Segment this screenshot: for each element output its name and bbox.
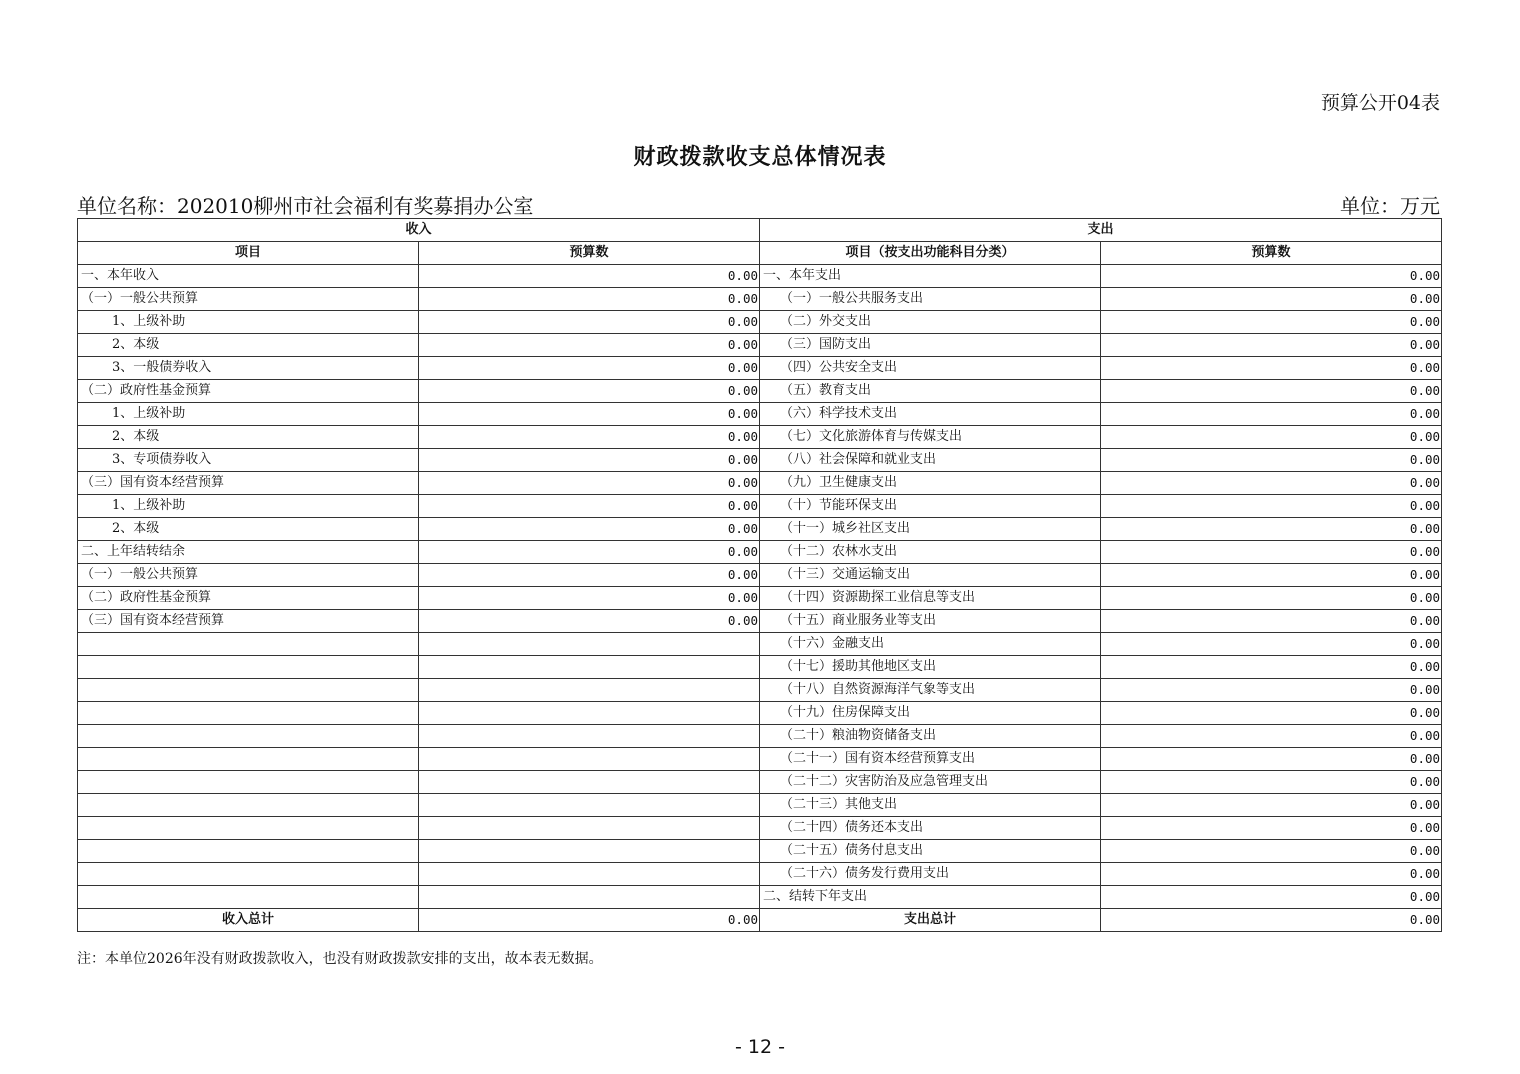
table-row — [78, 702, 1442, 725]
income-budget-cell — [419, 725, 760, 748]
expense-budget-cell: 0.00 — [1101, 725, 1442, 748]
expense-budget-cell: 0.00 — [1101, 794, 1442, 817]
expense-budget-cell: 0.00 — [1101, 610, 1442, 633]
income-budget-cell: 0.00 — [419, 426, 760, 449]
income-budget-cell — [419, 702, 760, 725]
expense-item-cell: （九）卫生健康支出 — [760, 472, 1101, 495]
income-item-cell — [78, 817, 419, 840]
income-item-cell — [78, 702, 419, 725]
expense-item-cell: （二十三）其他支出 — [760, 794, 1101, 817]
income-item-cell — [78, 748, 419, 771]
table-row — [78, 357, 1442, 380]
expense-item-cell: （三）国防支出 — [760, 334, 1101, 357]
expense-budget-cell: 0.00 — [1101, 656, 1442, 679]
income-item-cell — [78, 633, 419, 656]
unit-name: 单位名称：202010柳州市社会福利有奖募捐办公室 — [77, 194, 534, 218]
expense-budget-cell: 0.00 — [1101, 334, 1442, 357]
income-budget-cell: 0.00 — [419, 311, 760, 334]
income-budget-cell: 0.00 — [419, 495, 760, 518]
expense-budget-cell: 0.00 — [1101, 771, 1442, 794]
income-budget-cell: 0.00 — [419, 610, 760, 633]
unit-label: 单位：万元 — [1340, 194, 1440, 218]
expense-budget-cell: 0.00 — [1101, 702, 1442, 725]
income-item-cell — [78, 886, 419, 909]
header-row-columns — [78, 242, 1442, 265]
income-budget-cell — [419, 633, 760, 656]
income-item-cell — [78, 863, 419, 886]
income-total-value: 0.00 — [419, 909, 760, 932]
income-item-cell: （一）一般公共预算 — [78, 288, 419, 311]
table-row — [78, 265, 1442, 288]
col-income-budget: 预算数 — [419, 242, 760, 265]
expense-item-cell: （十四）资源勘探工业信息等支出 — [760, 587, 1101, 610]
expense-budget-cell: 0.00 — [1101, 449, 1442, 472]
table-row — [78, 725, 1442, 748]
income-budget-cell: 0.00 — [419, 265, 760, 288]
table-row — [78, 587, 1442, 610]
income-budget-cell: 0.00 — [419, 334, 760, 357]
income-budget-cell: 0.00 — [419, 357, 760, 380]
unit-row — [77, 190, 1440, 218]
expense-budget-cell: 0.00 — [1101, 288, 1442, 311]
table-row — [78, 403, 1442, 426]
expense-budget-cell: 0.00 — [1101, 403, 1442, 426]
expense-item-cell: （十三）交通运输支出 — [760, 564, 1101, 587]
table-row — [78, 334, 1442, 357]
expense-item-cell: （十七）援助其他地区支出 — [760, 656, 1101, 679]
table-row — [78, 288, 1442, 311]
expense-budget-cell: 0.00 — [1101, 518, 1442, 541]
totals-row — [78, 909, 1442, 932]
col-income-item: 项目 — [78, 242, 419, 265]
table-row — [78, 541, 1442, 564]
income-budget-cell: 0.00 — [419, 288, 760, 311]
table-row — [78, 633, 1442, 656]
income-budget-cell — [419, 817, 760, 840]
income-item-cell: （三）国有资本经营预算 — [78, 472, 419, 495]
income-budget-cell: 0.00 — [419, 472, 760, 495]
expense-item-cell: （六）科学技术支出 — [760, 403, 1101, 426]
income-item-cell — [78, 771, 419, 794]
expense-budget-cell: 0.00 — [1101, 472, 1442, 495]
income-item-cell: 1、上级补助 — [78, 311, 419, 334]
income-total-label: 收入总计 — [78, 909, 419, 932]
income-item-cell: 2、本级 — [78, 426, 419, 449]
table-row — [78, 771, 1442, 794]
income-item-cell: 2、本级 — [78, 334, 419, 357]
form-number: 预算公开04表 — [1320, 92, 1440, 114]
expense-item-cell: （十二）农林水支出 — [760, 541, 1101, 564]
expense-item-cell: （二十一）国有资本经营预算支出 — [760, 748, 1101, 771]
expense-budget-cell: 0.00 — [1101, 265, 1442, 288]
table-row — [78, 679, 1442, 702]
table-row — [78, 426, 1442, 449]
expense-item-cell: （二十四）债务还本支出 — [760, 817, 1101, 840]
expense-item-cell: （五）教育支出 — [760, 380, 1101, 403]
table-row — [78, 449, 1442, 472]
income-item-cell: 2、本级 — [78, 518, 419, 541]
income-item-cell: 3、一般债券收入 — [78, 357, 419, 380]
table-row — [78, 380, 1442, 403]
expense-budget-cell: 0.00 — [1101, 840, 1442, 863]
col-expense-item: 项目（按支出功能科目分类） — [760, 242, 1101, 265]
table-row — [78, 748, 1442, 771]
expense-budget-cell: 0.00 — [1101, 679, 1442, 702]
income-item-cell: 1、上级补助 — [78, 403, 419, 426]
income-item-cell: 一、本年收入 — [78, 265, 419, 288]
expense-budget-cell: 0.00 — [1101, 863, 1442, 886]
page-title: 财政拨款收支总体情况表 — [633, 144, 887, 170]
expense-item-cell: （八）社会保障和就业支出 — [760, 449, 1101, 472]
expense-budget-cell: 0.00 — [1101, 495, 1442, 518]
expense-item-cell: （二十）粮油物资储备支出 — [760, 725, 1101, 748]
expense-budget-cell: 0.00 — [1101, 587, 1442, 610]
col-expense-budget: 预算数 — [1101, 242, 1442, 265]
expense-item-cell: （十）节能环保支出 — [760, 495, 1101, 518]
expense-item-cell: 二、结转下年支出 — [760, 886, 1101, 909]
income-item-cell — [78, 656, 419, 679]
expense-budget-cell: 0.00 — [1101, 633, 1442, 656]
table-row — [78, 794, 1442, 817]
expense-item-cell: （十八）自然资源海洋气象等支出 — [760, 679, 1101, 702]
table-row — [78, 656, 1442, 679]
expense-budget-cell: 0.00 — [1101, 311, 1442, 334]
income-budget-cell: 0.00 — [419, 380, 760, 403]
income-item-cell: 二、上年结转结余 — [78, 541, 419, 564]
income-budget-cell: 0.00 — [419, 403, 760, 426]
income-budget-cell — [419, 771, 760, 794]
expense-item-cell: （七）文化旅游体育与传媒支出 — [760, 426, 1101, 449]
table-row — [78, 518, 1442, 541]
table-row — [78, 472, 1442, 495]
income-budget-cell: 0.00 — [419, 587, 760, 610]
expense-budget-cell: 0.00 — [1101, 357, 1442, 380]
expense-item-cell: （二十六）债务发行费用支出 — [760, 863, 1101, 886]
footnote: 注：本单位2026年没有财政拨款收入，也没有财政拨款安排的支出，故本表无数据。 — [77, 951, 603, 967]
income-budget-cell — [419, 748, 760, 771]
income-item-cell — [78, 725, 419, 748]
expense-item-cell: （十一）城乡社区支出 — [760, 518, 1101, 541]
income-budget-cell — [419, 863, 760, 886]
expense-budget-cell: 0.00 — [1101, 426, 1442, 449]
expense-item-cell: （二）外交支出 — [760, 311, 1101, 334]
table-row — [78, 817, 1442, 840]
income-header: 收入 — [78, 219, 760, 242]
expense-budget-cell: 0.00 — [1101, 564, 1442, 587]
income-item-cell: （三）国有资本经营预算 — [78, 610, 419, 633]
income-budget-cell: 0.00 — [419, 541, 760, 564]
expense-budget-cell: 0.00 — [1101, 886, 1442, 909]
expense-item-cell: 一、本年支出 — [760, 265, 1101, 288]
income-item-cell — [78, 840, 419, 863]
income-budget-cell: 0.00 — [419, 449, 760, 472]
expense-budget-cell: 0.00 — [1101, 541, 1442, 564]
expense-item-cell: （二十二）灾害防治及应急管理支出 — [760, 771, 1101, 794]
income-budget-cell — [419, 679, 760, 702]
page-number: - 12 - — [735, 1036, 785, 1058]
income-budget-cell — [419, 840, 760, 863]
income-budget-cell: 0.00 — [419, 564, 760, 587]
expense-item-cell: （十九）住房保障支出 — [760, 702, 1101, 725]
expense-item-cell: （二十五）债务付息支出 — [760, 840, 1101, 863]
expense-budget-cell: 0.00 — [1101, 817, 1442, 840]
income-item-cell: 3、专项债券收入 — [78, 449, 419, 472]
expense-budget-cell: 0.00 — [1101, 380, 1442, 403]
expense-item-cell: （四）公共安全支出 — [760, 357, 1101, 380]
income-budget-cell — [419, 794, 760, 817]
expense-total-label: 支出总计 — [760, 909, 1101, 932]
table-row — [78, 610, 1442, 633]
header-row-group — [78, 219, 1442, 242]
expense-header: 支出 — [760, 219, 1442, 242]
table-row — [78, 840, 1442, 863]
expense-item-cell: （十五）商业服务业等支出 — [760, 610, 1101, 633]
expense-item-cell: （一）一般公共服务支出 — [760, 288, 1101, 311]
expense-total-value: 0.00 — [1101, 909, 1442, 932]
income-budget-cell — [419, 656, 760, 679]
table-row — [78, 886, 1442, 909]
table-row — [78, 564, 1442, 587]
expense-budget-cell: 0.00 — [1101, 748, 1442, 771]
income-budget-cell: 0.00 — [419, 518, 760, 541]
table-row — [78, 495, 1442, 518]
income-budget-cell — [419, 886, 760, 909]
income-item-cell: （一）一般公共预算 — [78, 564, 419, 587]
income-item-cell: 1、上级补助 — [78, 495, 419, 518]
table-row — [78, 311, 1442, 334]
income-item-cell: （二）政府性基金预算 — [78, 380, 419, 403]
income-item-cell: （二）政府性基金预算 — [78, 587, 419, 610]
income-item-cell — [78, 679, 419, 702]
income-item-cell — [78, 794, 419, 817]
expense-item-cell: （十六）金融支出 — [760, 633, 1101, 656]
table-row — [78, 863, 1442, 886]
budget-table — [77, 218, 1442, 932]
